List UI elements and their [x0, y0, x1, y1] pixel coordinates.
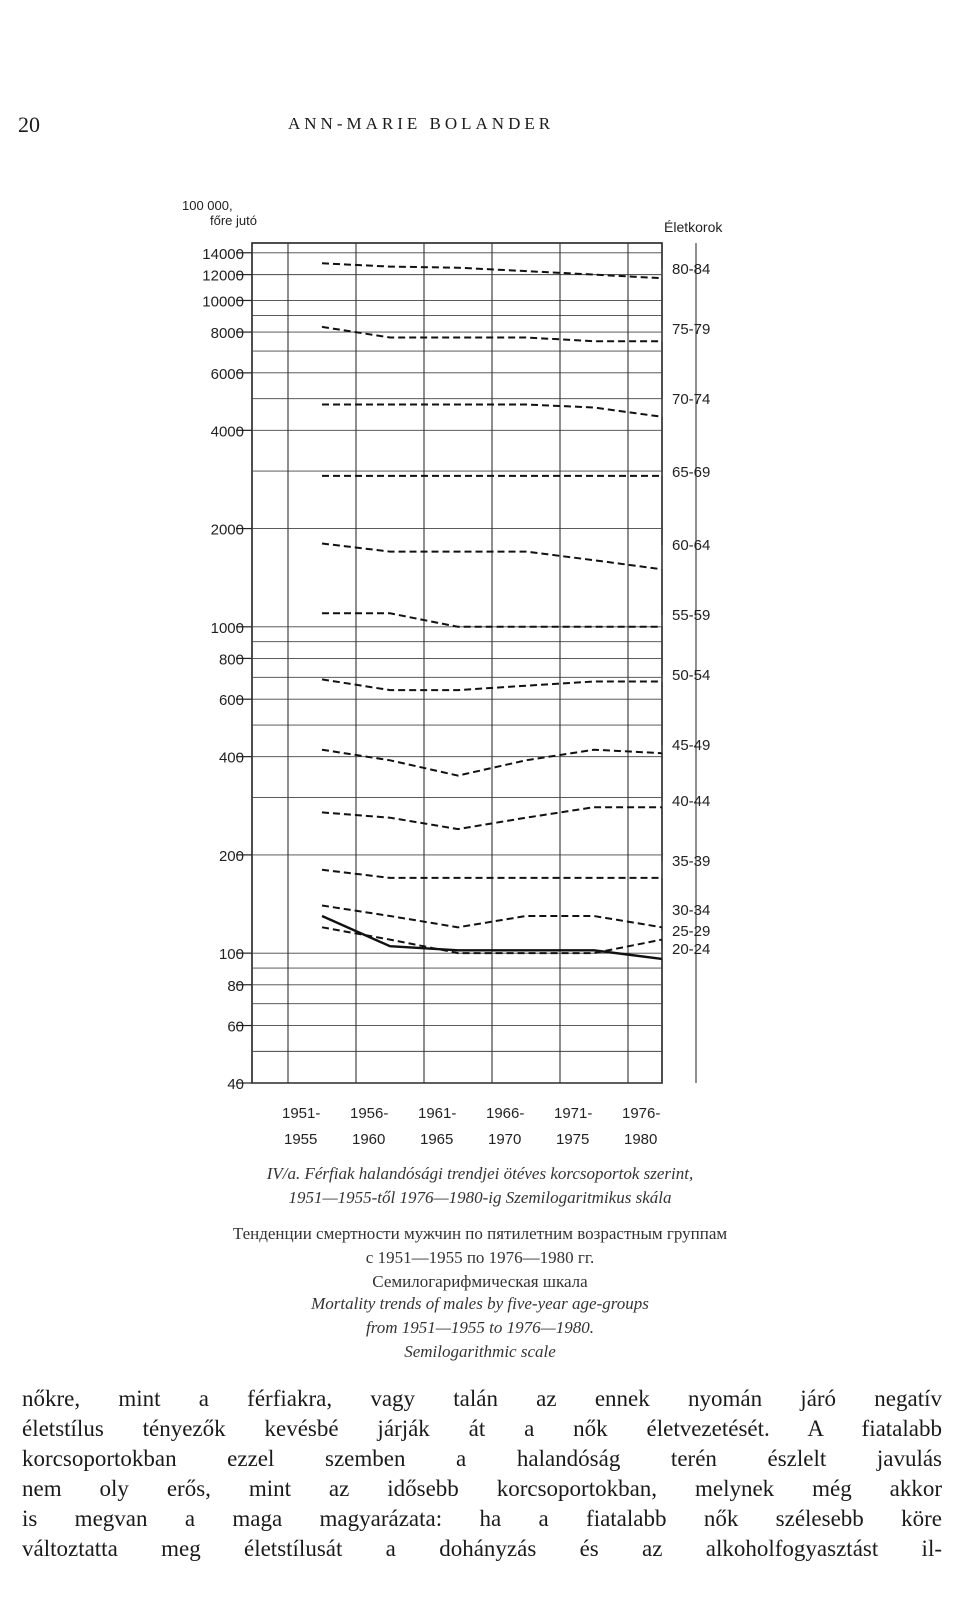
- figure-caption-english: [40, 1292, 920, 1364]
- x-tick-label: 1965: [420, 1131, 454, 1148]
- body-line: nem oly erős, mint az idősebb korcsoportokban, melynek még akkor: [22, 1476, 942, 1501]
- body-line: nőkre, mint a férfiakra, vagy talán az ennek nyomán járó negatív: [22, 1386, 942, 1411]
- caption-hu-line-1: IV/a. Férfiak halandósági trendjei ötéves korcsoportok szerint,: [266, 1164, 694, 1183]
- series-label-20-24: 20-24: [672, 941, 711, 958]
- y-tick-label: 600: [218, 692, 244, 710]
- series-label-40-44: 40-44: [672, 793, 711, 810]
- series-label-50-54: 50-54: [672, 667, 711, 684]
- y-tick-label: 12000: [202, 267, 244, 285]
- x-tick-label: 1966-: [486, 1105, 525, 1122]
- x-tick-label: 1980: [624, 1131, 658, 1148]
- series-label-25-29: 25-29: [672, 923, 711, 940]
- page-number: 20: [18, 112, 40, 137]
- plot-frame: [252, 243, 662, 1083]
- series-label-35-39: 35-39: [672, 853, 711, 870]
- caption-ru-line-1: Тенденции смертности мужчин по пятилетним возрастным группам: [232, 1224, 728, 1243]
- chart-grid: [252, 243, 696, 1083]
- y-tick-label: 1000: [210, 619, 244, 637]
- x-tick-label: 1960: [352, 1131, 386, 1148]
- y-tick-label: 14000: [202, 245, 244, 263]
- y-tick-label: 800: [218, 651, 244, 669]
- series-label-55-59: 55-59: [672, 607, 711, 624]
- y-axis-label: főre jutó: [210, 213, 257, 228]
- series-label-80-84: 80-84: [672, 261, 711, 278]
- legend-title: Életkorok: [664, 219, 723, 235]
- series-label-65-69: 65-69: [672, 464, 711, 481]
- x-tick-label: 1975: [556, 1131, 590, 1148]
- series-label-60-64: 60-64: [672, 537, 711, 554]
- body-line: korcsoportokban ezzel szemben a halandóság terén észlelt javulás: [22, 1446, 942, 1471]
- caption-en-line-3: Semilogarithmic scale: [404, 1342, 556, 1361]
- caption-ru-line-2: с 1951—1955 по 1976—1980 гг.: [365, 1248, 595, 1267]
- x-tick-label: 1970: [488, 1131, 522, 1148]
- series-label-70-74: 70-74: [672, 391, 711, 408]
- y-tick-label: 400: [218, 749, 244, 767]
- y-tick-label: 60: [227, 1018, 244, 1036]
- caption-ru-line-3: Семилогарифмическая шкала: [372, 1272, 588, 1291]
- x-tick-label: 1976-: [622, 1105, 661, 1122]
- figure-caption-hungarian: [40, 1162, 920, 1210]
- y-tick-label: 10000: [202, 293, 244, 311]
- caption-en-line-2: from 1951—1955 to 1976—1980.: [366, 1318, 594, 1337]
- y-tick-label: 4000: [210, 423, 244, 441]
- body-line: változtatta meg életstílusát a dohányzás és az alkoholfogyasztást il-: [22, 1536, 942, 1561]
- body-paragraph: [22, 1384, 942, 1564]
- mortality-chart: [0, 180, 960, 1160]
- y-tick-label: 40: [227, 1076, 244, 1093]
- x-tick-label: 1961-: [418, 1105, 457, 1122]
- x-tick-label: 1951-: [282, 1105, 321, 1122]
- y-tick-label: 200: [218, 847, 244, 865]
- caption-en-line-1: Mortality trends of males by five-year age-groups: [311, 1294, 649, 1313]
- figure-caption-russian: [40, 1222, 920, 1294]
- y-tick-label: 100: [218, 946, 244, 964]
- body-line: életstílus tényezők kevésbé járják át a nők életvezetését. A fiatalabb: [22, 1416, 942, 1441]
- y-tick-label: 6000: [210, 365, 244, 383]
- x-tick-label: 1956-: [350, 1105, 389, 1122]
- x-tick-label: 1955: [284, 1131, 318, 1148]
- caption-hu-line-2: 1951—1955-től 1976—1980-ig Szemilogaritmikus skála: [288, 1188, 672, 1207]
- y-tick-label: 8000: [210, 325, 244, 343]
- series-label-45-49: 45-49: [672, 737, 711, 754]
- series-label-30-34: 30-34: [672, 902, 711, 919]
- y-tick-label: 80: [227, 977, 244, 995]
- y-axis-label: 100 000,: [182, 198, 233, 213]
- y-tick-label: 2000: [210, 521, 244, 539]
- series-label-75-79: 75-79: [672, 321, 711, 338]
- body-line: is megvan a maga magyarázata: ha a fiatalabb nők szélesebb köre: [22, 1506, 942, 1531]
- running-head: ANN-MARIE BOLANDER: [288, 114, 555, 133]
- x-tick-label: 1971-: [554, 1105, 593, 1122]
